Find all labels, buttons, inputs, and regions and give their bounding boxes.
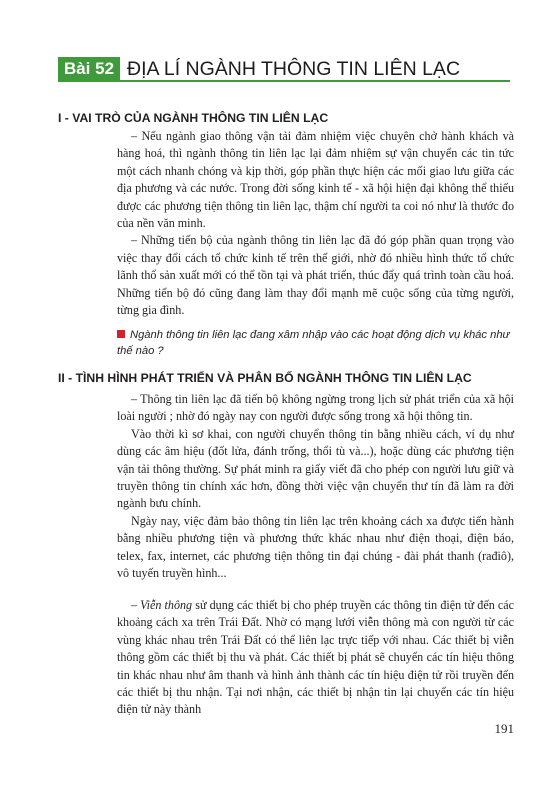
paragraph: – Những tiến bộ của ngành thông tin liên lạc đã đó góp phần quan trọng vào việc thay đổi cách tổ chức kinh tế trên thế giới, nhờ đó nhiều hình thức tổ chức lãnh thổ sản xuất mới có thể tồn tại và phát triển, thúc đẩy quá trình toàn cầu hoá. Những tiến bộ đó cũng đang làm thay đổi mạnh mẽ cuộc sống của từng người, từng gia đình. xyxy=(117,233,514,318)
lesson-title: ĐỊA LÍ NGÀNH THÔNG TIN LIÊN LẠC xyxy=(127,58,461,80)
paragraph xyxy=(117,597,514,719)
telecom-paragraph-block xyxy=(117,597,514,719)
section-role-body xyxy=(117,128,514,319)
paragraph: Ngày nay, việc đảm bảo thông tin liên lạc trên khoảng cách xa được tiến hành bằng nhiều phương tiện và phương thức khác nhau như điện thoại, điện báo, telex, fax, internet, các phương tiện thông tin đại chúng - đài phát thanh (rađiô), vô tuyến truyền hình... xyxy=(117,513,514,581)
paragraph: – Nếu ngành giao thông vận tải đảm nhiệm việc chuyên chở hành khách và hàng hoá, thì ngành thông tin liên lạc lại đảm nhiệm sự vận chuyển các tin tức một cách nhanh chóng và kịp thời, góp phần thực hiện các mối giao lưu giữa các địa phương và các nước. Trong đời sống kinh tế - xã hội hiện đại không thể thiếu được các phương tiện thông tin liên lạc, thậm chí người ta coi nó như là thước đo của nền văn minh. xyxy=(117,129,514,231)
paragraph: Vào thời kì sơ khai, con người chuyển thông tin bằng nhiều cách, ví dụ như dùng các âm hiệu (đốt lửa, đánh trống, thổi tù và...), hoặc dùng các phương tiện vận tải thông thường. Sự phát minh ra giấy viết đã cho phép con người lưu giữ và truyền thông tin chính xác hơn, đồng thời việc vận chuyển thư tín đã làm ra đời ngành bưu chính. xyxy=(117,426,514,511)
section-heading-role: I - VAI TRÒ CỦA NGÀNH THÔNG TIN LIÊN LẠC xyxy=(58,111,329,125)
telecom-term: Viễn thông xyxy=(140,598,193,612)
section-development-body xyxy=(117,391,514,582)
page-number: 191 xyxy=(494,721,514,736)
lesson-badge: Bài 52 xyxy=(58,57,120,81)
review-question xyxy=(117,327,514,359)
section-heading-development: II - TÌNH HÌNH PHÁT TRIỂN VÀ PHÂN BỐ NGÀNH THÔNG TIN LIÊN LẠC xyxy=(58,371,472,385)
header-rule xyxy=(58,80,510,82)
paragraph: – Thông tin liên lạc đã tiến bộ không ngừng trong lịch sử phát triển của xã hội loài người ; nhờ đó ngày nay con người được sống trong xã hội thông tin. xyxy=(117,392,514,424)
question-marker-icon xyxy=(117,330,125,338)
review-question-text: Ngành thông tin liên lạc đang xâm nhập vào các hoạt động dịch vụ khác như thế nào ? xyxy=(117,329,510,357)
telecom-text: sử dụng các thiết bị cho phép truyền các thông tin điện tử đến các khoảng cách xa trên Trái Đất. Nhờ có mạng lưới viễn thông mà con người từ các vùng khác nhau trên Trái Đất có thể liên lạc trực tiếp với nhau. Các thiết bị viễn thông gồm các thiết bị thu và phát. Các thiết bị phát sẽ chuyển các tín hiệu thông tin khác nhau như âm thanh và hình ảnh thành các tín hiệu điện tử rồi truyền đến các thiết bị thu nhận. Tại nơi nhận, các thiết bị nhận tin lại chuyển các tín hiệu điện tử này thành xyxy=(117,598,514,717)
telecom-prefix: – xyxy=(131,598,141,612)
